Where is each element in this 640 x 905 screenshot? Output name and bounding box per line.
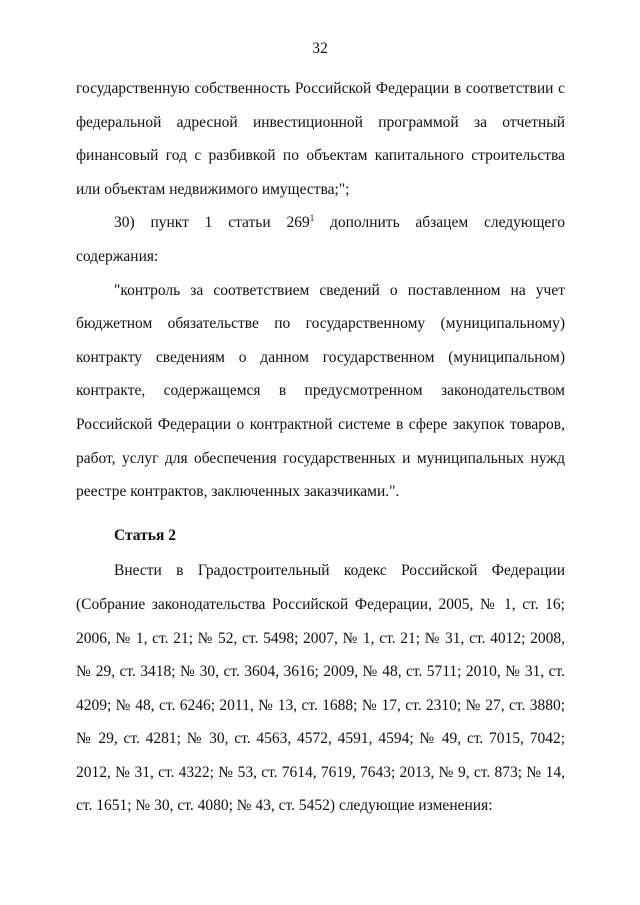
page-number: 32 <box>312 40 328 57</box>
superscript-marker: 1 <box>309 213 315 224</box>
paragraph-item-30 <box>76 206 565 273</box>
document-body <box>76 72 565 823</box>
paragraph-continuation: государственную собственность Российской Федерации в соответствии с федеральной адресной инвестиционной программой за отчетный финансовый год с разбивкой по объектам капитального строительства или объектам недвижимого имущества;"; <box>76 80 565 198</box>
article-heading: Статья 2 <box>114 526 176 544</box>
item-30-text-end: дополнить абзацем следующего содержания: <box>76 214 565 265</box>
item-30-text: 30) пункт 1 статьи 269 <box>114 214 310 232</box>
paragraph-quoted-text: "контроль за соответствием сведений о поставленном на учет бюджетном обязательстве по государственному (муниципальному) контракту сведениям о данном государственном (муниципальном) контракте, содержащемся в предусмотренном законодательством Российской Федерации о контрактной системе в сфере закупок товаров, работ, услуг для обеспечения государственных и муниципальных нужд реестре контрактов, заключенных заказчиками.". <box>76 281 565 501</box>
paragraph-article-2: Внести в Градостроительный кодекс Российской Федерации (Собрание законодательства Российской Федерации, 2005, № 1, ст. 16; 2006, № 1, ст. 21; № 52, ст. 5498; 2007, № 1, ст. 21; № 31, ст. 4012; 2008, № 29, ст. 3418; № 30, ст. 3604, 3616; 2009, № 48, ст. 5711; 2010, № 31, ст. 4209; № 48, ст. 6246; 2011, № 13, ст. 1688; № 17, ст. 2310; № 27, ст. 3880; № 29, ст. 4281; № 30, ст. 4563, 4572, 4591, 4594; № 49, ст. 7015, 7042; 2012, № 31, ст. 4322; № 53, ст. 7614, 7619, 7643; 2013, № 9, ст. 873; № 14, ст. 1651; № 30, ст. 4080; № 43, ст. 5452) следующие изменения: <box>76 562 565 815</box>
